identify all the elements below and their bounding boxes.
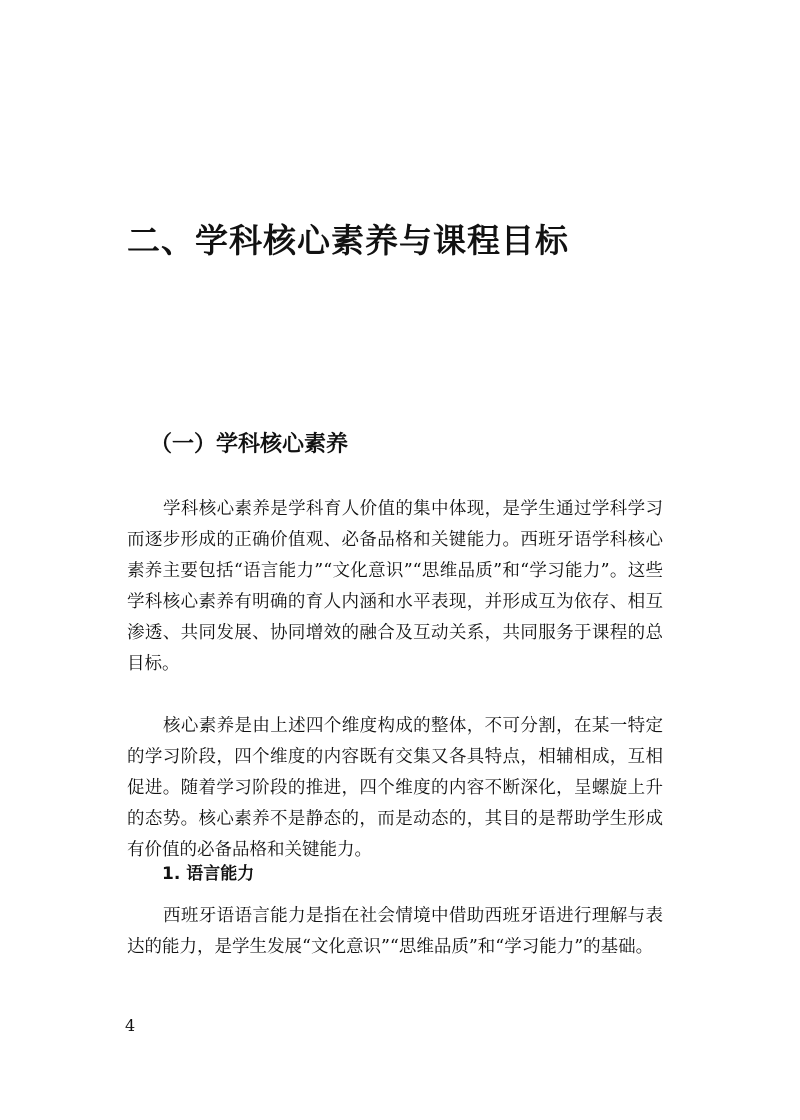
body-paragraph: 核心素养是由上述四个维度构成的整体，不可分割，在某一特定的学习阶段，四个维度的内容既有交集又各具特点，相辅相成，互相促进。随着学习阶段的推进，四个维度的内容不断深化，呈螺旋上升的态势。核心素养不是静态的，而是动态的，其目的是帮助学生形成有价值的必备品格和关键能力。 [127,716,663,860]
body-paragraph: 西班牙语语言能力是指在社会情境中借助西班牙语进行理解与表达的能力，是学生发展“文化意识”“思维品质”和“学习能力”的基础。 [127,906,663,957]
section-title: （一）学科核心素养 [150,432,349,457]
body-paragraph: 学科核心素养是学科育人价值的集中体现，是学生通过学科学习而逐步形成的正确价值观、必备品格和关键能力。西班牙语学科核心素养主要包括“语言能力”“文化意识”“思维品质”和“学习能力”。这些学科核心素养有明确的育人内涵和水平表现，并形成互为依存、相互渗透、共同发展、协同增效的融合及互动关系，共同服务于课程的总目标。 [127,499,663,674]
subsection-heading: 1. 语言能力 [162,864,255,884]
chapter-title: 二、学科核心素养与课程目标 [127,221,569,260]
page-number: 4 [125,1016,136,1035]
